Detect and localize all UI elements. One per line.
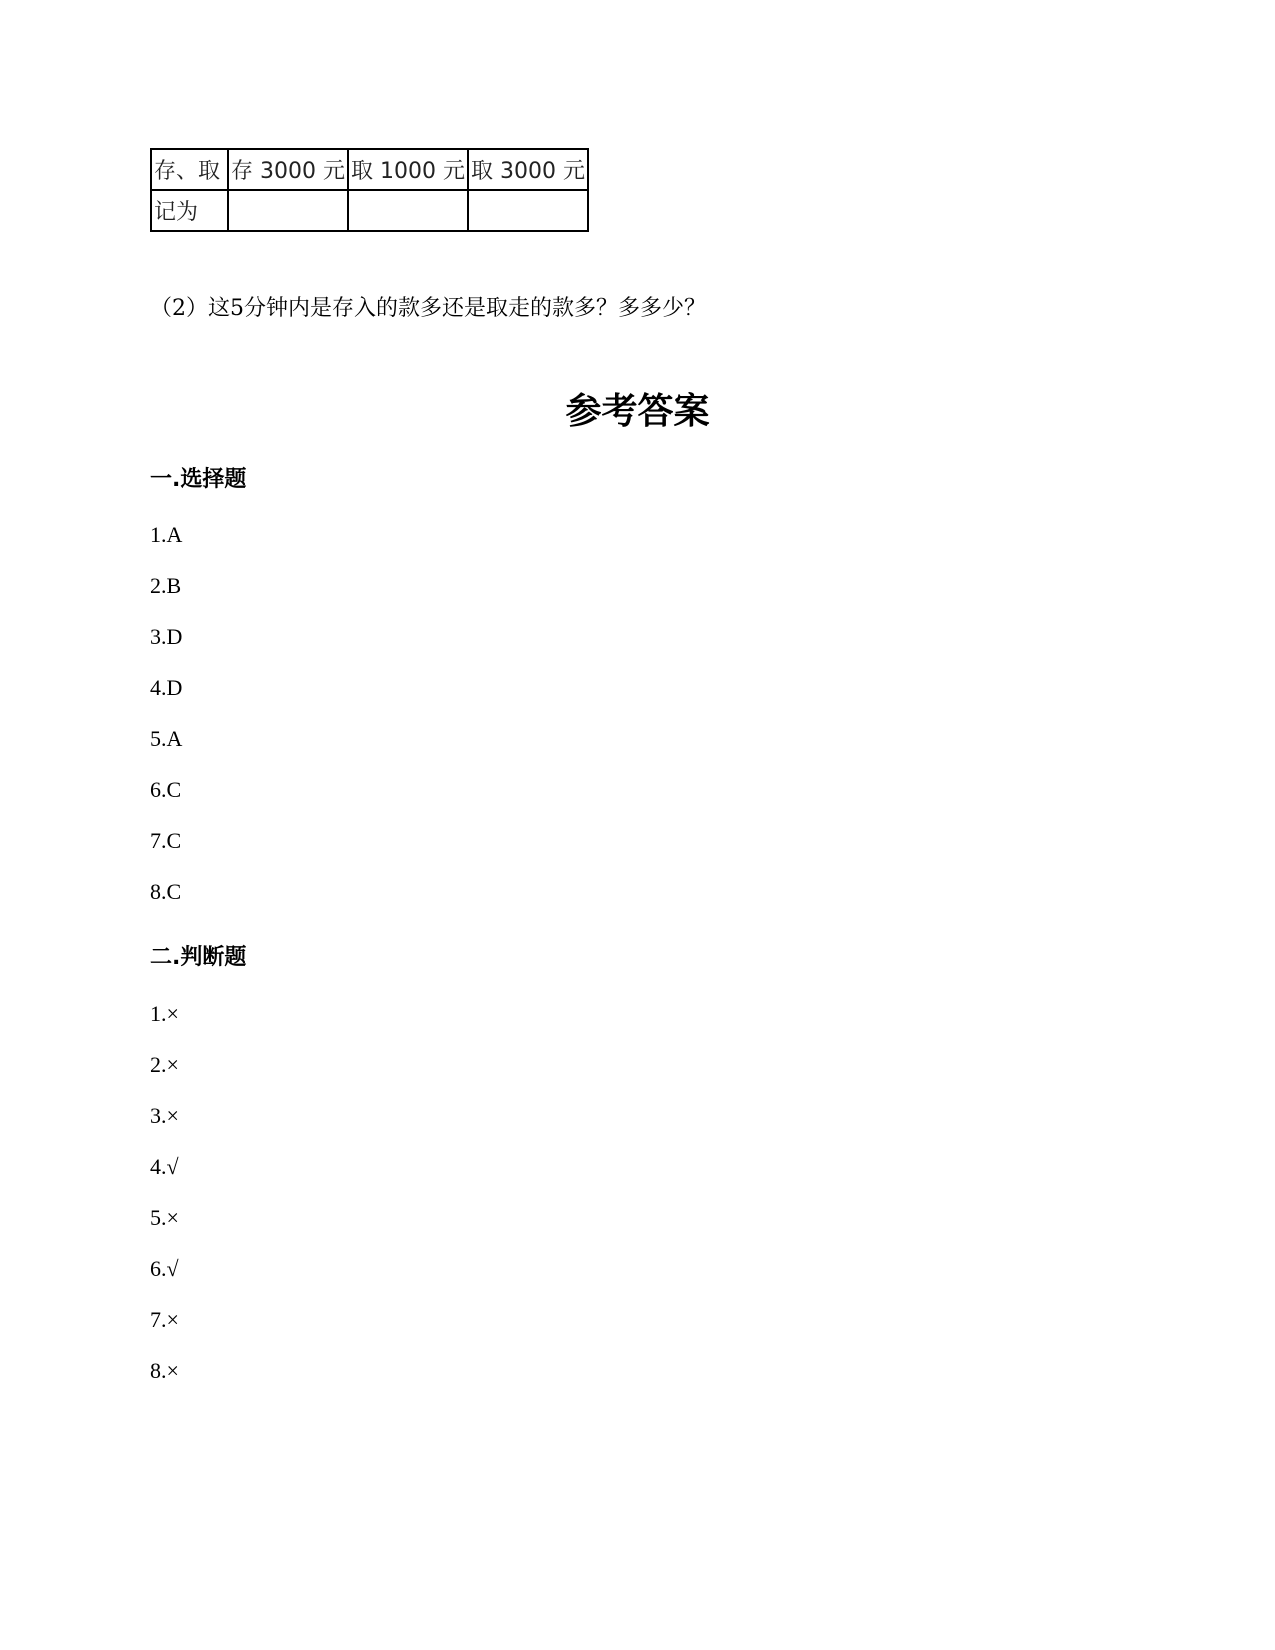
table-cell: [468, 190, 588, 231]
table-cell: 存、取: [151, 149, 228, 190]
answer-item: 8.C: [150, 879, 182, 904]
table-cell: [228, 190, 348, 231]
table-cell: 记为: [151, 190, 228, 231]
table-cell: 取 1000 元: [348, 149, 468, 190]
answer-item: 6.√: [150, 1256, 179, 1281]
answer-item: 4.√: [150, 1154, 179, 1179]
answer-item: 7.C: [150, 828, 182, 853]
table-row: [151, 190, 588, 231]
answer-item: 2.B: [150, 573, 182, 598]
table-cell: [348, 190, 468, 231]
deposit-withdraw-table: [150, 148, 589, 232]
answers-title: 参考答案: [565, 391, 710, 432]
answer-item: 8.×: [150, 1358, 179, 1383]
answer-item: 1.A: [150, 522, 183, 547]
answer-item: 1.×: [150, 1001, 179, 1026]
answer-item: 2.×: [150, 1052, 179, 1077]
answer-item: 4.D: [150, 675, 183, 700]
answer-item: 3.D: [150, 624, 183, 649]
section-title-judge: 二.判断题: [150, 945, 247, 970]
answer-item: 7.×: [150, 1307, 179, 1332]
question-2-text: （2）这5分钟内是存入的款多还是取走的款多？多多少？: [150, 296, 706, 321]
section-title-choice: 一.选择题: [150, 467, 247, 492]
answer-item: 5.A: [150, 726, 183, 751]
table-cell: 取 3000 元: [468, 149, 588, 190]
answer-item: 3.×: [150, 1103, 179, 1128]
table-row: [151, 149, 588, 190]
answer-item: 5.×: [150, 1205, 179, 1230]
answer-item: 6.C: [150, 777, 182, 802]
table-cell: 存 3000 元: [228, 149, 348, 190]
